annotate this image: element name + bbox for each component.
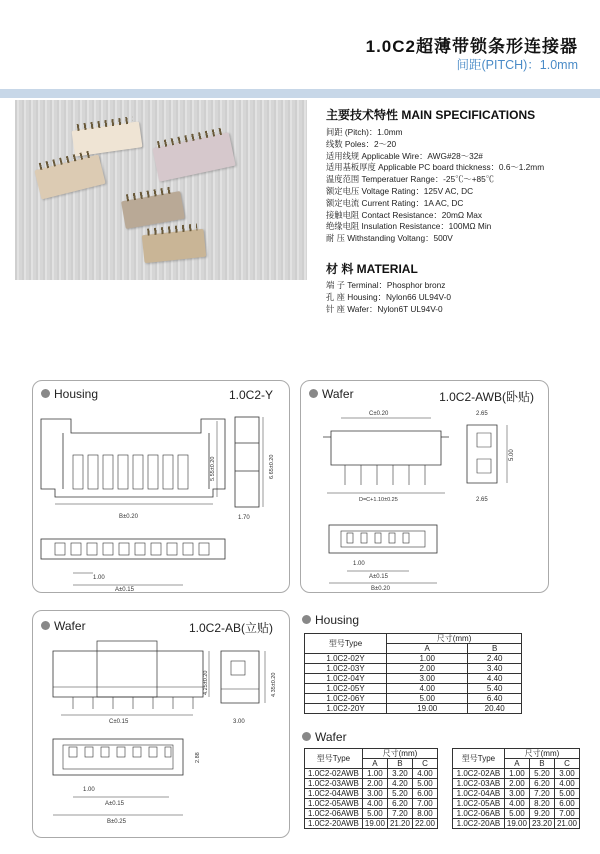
col-header: C <box>412 759 437 769</box>
spec-item: 绝缘电阻 Insulation Resistance：100MΩ Min <box>326 221 492 232</box>
material-item: 端 子 Terminal：Phosphor bronz <box>326 280 446 290</box>
table-row: 1.0C2-05Y 4.00 5.40 <box>305 684 522 694</box>
dim-h2: 4.35±0.20 <box>271 672 277 697</box>
dim-c: C±0.15 <box>109 719 129 725</box>
col-header: A <box>387 644 468 654</box>
table-row: 1.0C2-02Y 1.00 2.40 <box>305 654 522 664</box>
type-header: 型号Type <box>305 749 363 769</box>
connector-image-2 <box>34 154 105 199</box>
dim-w1: 2.65 <box>476 411 488 417</box>
dim-b: B±0.20 <box>119 514 138 520</box>
dim-b: B±0.20 <box>371 586 390 592</box>
specs-heading: 主要技术特性 MAIN SPECIFICATIONS <box>326 108 536 122</box>
table-row: 1.0C2-20Y 19.00 20.40 <box>305 704 522 714</box>
product-photo <box>15 100 307 280</box>
table-row: 1.0C2-05AB 4.00 8.20 6.00 <box>453 799 580 809</box>
spec-item: 适用线规 Applicable Wire：AWG#28～32# <box>326 150 483 161</box>
spec-item: 线数 Poles：2～20 <box>326 138 397 149</box>
type-header: 型号Type <box>305 634 387 654</box>
wafer-awb-drawing-panel <box>300 380 549 593</box>
spec-item: 耐 压 Withstanding Voltang：500V <box>326 233 453 244</box>
dim-a: A±0.15 <box>369 574 388 580</box>
housing-table-title: Housing <box>302 613 359 627</box>
dim-pitch: 1.00 <box>353 561 365 567</box>
dim-h: 5.00 <box>509 449 515 461</box>
table-row: 1.0C2-02AB 1.00 5.20 3.00 <box>453 769 580 779</box>
dim-pitch: 1.00 <box>93 575 105 581</box>
wafer-awb-size-table <box>304 748 438 829</box>
material-heading: 材 料 MATERIAL <box>326 262 418 276</box>
housing-panel-model: 1.0C2-Y <box>228 388 273 402</box>
col-header: C <box>554 759 579 769</box>
dim-b: B±0.25 <box>107 819 126 825</box>
type-header: 型号Type <box>453 749 505 769</box>
dim-w2: 2.65 <box>476 497 488 503</box>
wafer-ab-drawing-panel <box>32 610 290 838</box>
table-row: 1.0C2-02AWB 1.00 3.20 4.00 <box>305 769 438 779</box>
col-header: B <box>468 644 522 654</box>
wafer-ab-drawing <box>33 611 291 839</box>
dim-pitch: 1.00 <box>83 787 95 793</box>
header-band <box>0 89 600 98</box>
pitch-subtitle: 间距(PITCH)：1.0mm <box>456 58 578 72</box>
table-row: 1.0C2-06AB 5.00 9.20 7.00 <box>453 809 580 819</box>
col-header: A <box>504 759 529 769</box>
size-header: 尺寸(mm) <box>387 634 522 644</box>
wafer-awb-panel-title: Wafer <box>309 387 354 401</box>
wafer-ab-panel-title: Wafer <box>41 619 86 633</box>
dim-w: 3.00 <box>233 719 245 725</box>
col-header: B <box>529 759 554 769</box>
connector-image-5 <box>142 229 207 263</box>
table-row: 1.0C2-04AB 3.00 7.20 5.00 <box>453 789 580 799</box>
dim-h3: 2.88 <box>195 752 201 763</box>
dim-h1: 4.25±0.20 <box>203 670 209 695</box>
wafer-tables-title: Wafer <box>302 730 347 744</box>
spec-item: 接触电阻 Contact Resistance：20mΩ Max <box>326 209 483 220</box>
size-header: 尺寸(mm) <box>362 749 437 759</box>
col-header: B <box>387 759 412 769</box>
housing-panel-title: Housing <box>41 387 98 401</box>
table-row: 1.0C2-03AWB 2.00 4.20 5.00 <box>305 779 438 789</box>
connector-image-3 <box>152 132 235 181</box>
size-header: 尺寸(mm) <box>504 749 579 759</box>
spec-item: 适用基板厚度 Applicable PC board thickness：0.6～1.2mm <box>326 162 545 173</box>
dim-a: A±0.15 <box>105 801 124 807</box>
bullet-icon <box>302 615 311 624</box>
table-row: 1.0C2-20AB 19.00 23.20 21.00 <box>453 819 580 829</box>
dim-a: A±0.15 <box>115 587 134 593</box>
col-header: A <box>362 759 387 769</box>
table-row: 1.0C2-06AWB 5.00 7.20 8.00 <box>305 809 438 819</box>
material-item: 针 座 Wafer：Nylon6T UL94V-0 <box>326 303 443 314</box>
wafer-awb-drawing <box>301 381 550 594</box>
table-row: 1.0C2-06Y 5.00 6.40 <box>305 694 522 704</box>
spec-item: 温度范围 Temperatuer Range：-25℃～+85℃ <box>326 174 495 185</box>
table-row: 1.0C2-04AWB 3.00 5.20 6.00 <box>305 789 438 799</box>
table-row: 1.0C2-03Y 2.00 3.40 <box>305 664 522 674</box>
specs-list <box>326 127 596 245</box>
table-row: 1.0C2-20AWB 19.00 21.20 22.00 <box>305 819 438 829</box>
housing-drawing <box>33 381 291 594</box>
housing-drawing-panel <box>32 380 290 593</box>
dim-h1: 5.55±0.20 <box>210 456 216 481</box>
dim-h2: 6.65±0.20 <box>269 454 275 479</box>
dim-d: D=C+1.10±0.25 <box>359 497 398 503</box>
material-item: 孔 座 Housing：Nylon66 UL94V-0 <box>326 291 451 302</box>
page-title: 1.0C2超薄带锁条形连接器 <box>365 37 578 56</box>
spec-item: 额定电流 Current Rating：1A AC, DC <box>326 197 464 208</box>
bullet-icon <box>302 732 311 741</box>
material-list <box>326 280 451 315</box>
spec-item: 额定电压 Voltage Rating：125V AC, DC <box>326 185 474 196</box>
table-row: 1.0C2-04Y 3.00 4.40 <box>305 674 522 684</box>
connector-image-4 <box>121 191 185 229</box>
spec-item: 间距 (Pitch)：1.0mm <box>326 127 403 137</box>
table-row: 1.0C2-05AWB 4.00 6.20 7.00 <box>305 799 438 809</box>
table-row: 1.0C2-03AB 2.00 6.20 4.00 <box>453 779 580 789</box>
wafer-ab-panel-model: 1.0C2-AB(立贴) <box>188 621 273 635</box>
wafer-ab-size-table <box>452 748 580 829</box>
dim-c: C±0.20 <box>369 411 389 417</box>
wafer-awb-panel-model: 1.0C2-AWB(卧贴) <box>439 390 534 404</box>
dim-w: 1.70 <box>238 515 250 521</box>
housing-size-table <box>304 633 522 714</box>
